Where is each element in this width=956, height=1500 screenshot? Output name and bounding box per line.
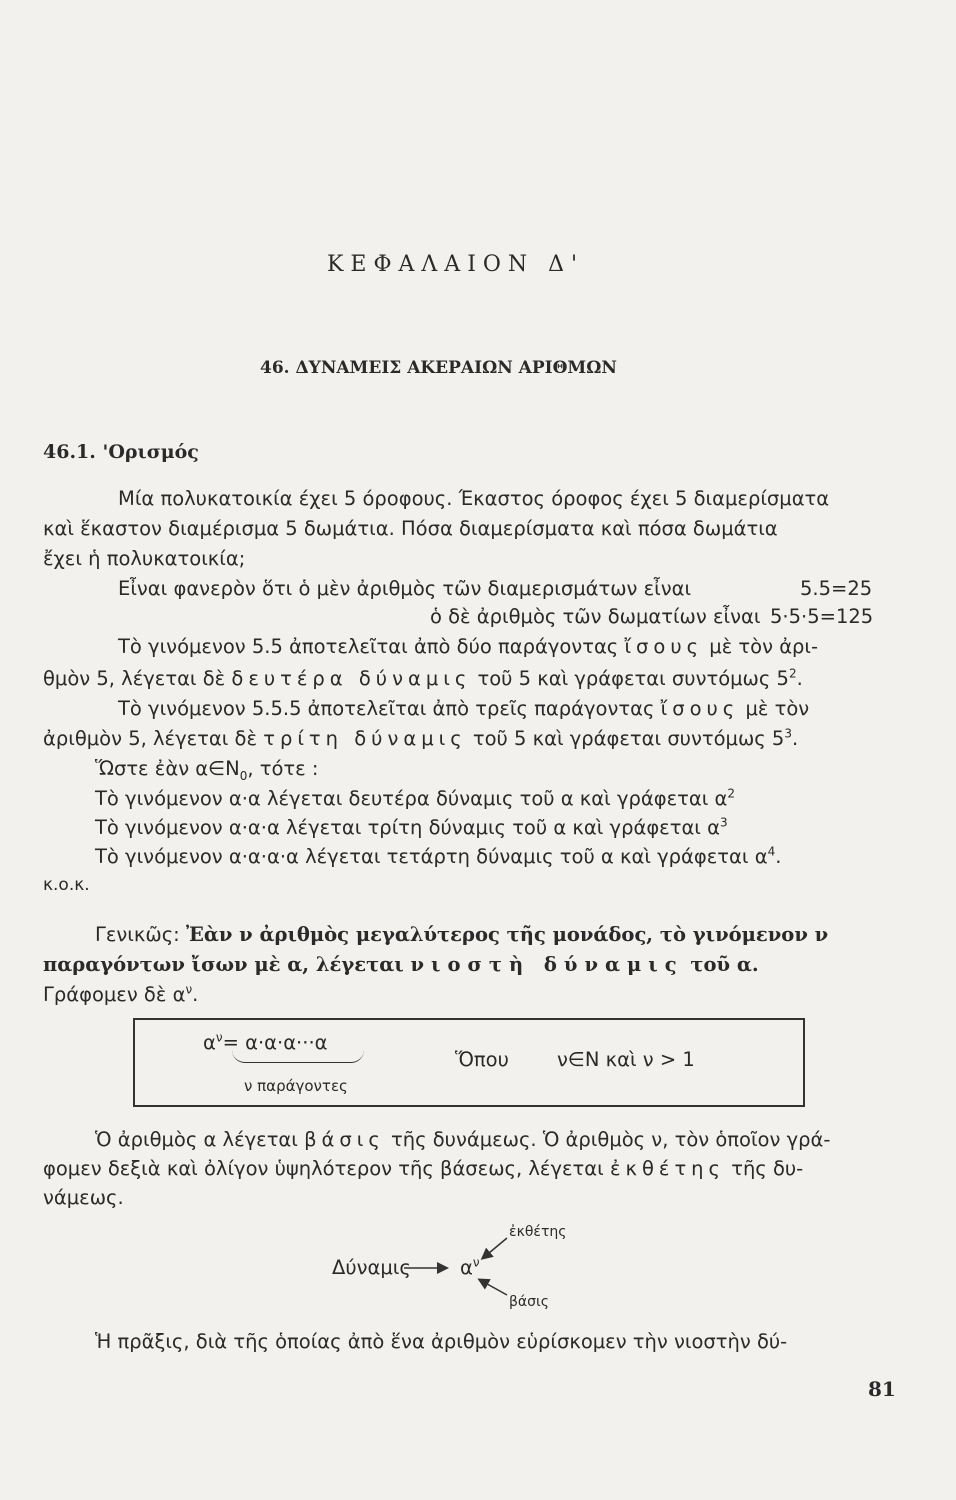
general-line-2: παραγόντων ἴσων μὲ α, λέγεται νιοστὴ δύναμις τοῦ α. [43, 953, 759, 976]
text: Τὸ γινόμενον 5.5.5 ἀποτελεῖται ἀπὸ τρεῖς παράγοντας [118, 697, 655, 720]
page-number: 81 [868, 1377, 896, 1401]
closing-line: Ἡ πρᾶξις, διὰ τῆς ὁποίας ἀπὸ ἕνα ἀριθμὸν εὑρίσκομεν τὴν νιοστὴν δύ- [95, 1330, 788, 1353]
rule-cube: Τὸ γινόμενον α·α·α λέγεται τρίτη δύναμις τοῦ α καὶ γράφεται $\alpha^3$ [95, 815, 728, 839]
subsection-title: 46.1. 'Ορισμός [43, 441, 199, 463]
text: θμὸν 5, λέγεται δὲ [43, 667, 226, 690]
fact-value-2: 5·5·5=125 [770, 605, 874, 628]
text: τοῦ 5 καὶ γράφεται συντόμως 5 [472, 727, 785, 750]
intro-line-3: ἔχει ἡ πολυκατοικία; [43, 547, 246, 570]
term-base: βάσις [304, 1128, 385, 1151]
power-symbol: $\alpha^\nu$ [460, 1255, 480, 1279]
term-second-power: δευτέρα δύναμις [231, 667, 472, 690]
base-label: βάσις [509, 1294, 549, 1310]
term-third-power: τρίτη δύναμις [263, 727, 467, 750]
intro-line-2: καὶ ἕκαστον διαμέρισμα 5 δωμάτια. Πόσα διαμερίσματα καὶ πόσα δωμάτια [43, 517, 778, 540]
section-title: 46. ΔΥΝΑΜΕΙΣ ΑΚΕΡΑΙΩΝ ΑΡΙΘΜΩΝ [260, 358, 617, 378]
text: Τὸ γινόμενον 5.5 ἀποτελεῖται ἀπὸ δύο παράγοντας [118, 635, 619, 658]
text: τοῦ 5 καὶ γράφεται συντόμως 5 [477, 667, 789, 690]
emphasis-equal: ἴσους [624, 635, 704, 658]
rule-square: Τὸ γινόμενον α·α λέγεται δευτέρα δύναμις τοῦ α καὶ γράφεται $\alpha^2$ [95, 786, 736, 810]
fact-line-1: Εἶναι φανερὸν ὅτι ὁ μὲν ἀριθμὸς τῶν διαμερισμάτων εἶναι [118, 577, 692, 600]
power-label: Δύναμις [332, 1256, 411, 1279]
definition-bold: Ἐὰν ν ἀριθμὸς μεγαλύτερος τῆς μονάδος, τὸ γινόμενον ν [185, 923, 829, 946]
explain-line-3: νάμεως. [43, 1186, 124, 1209]
exponent: 2 [788, 666, 797, 681]
formula-expression: $\alpha^\nu= \alpha\cdot\alpha\cdot\alpha\cdot\cdot\cdot\alpha$ [203, 1030, 328, 1054]
arrow-to-base-icon [480, 1280, 507, 1295]
emphasis-equal: ἴσους [660, 697, 740, 720]
factors-label: ν παράγοντες [244, 1077, 348, 1095]
intro-line-1: Μία πολυκατοικία έχει 5 όροφους. Έκαστος όροφος έχει 5 διαμερίσματα [118, 487, 830, 510]
third-power-line-2: ἀριθμὸν 5, λέγεται δὲ τρίτη δύναμις τοῦ 5 καὶ γράφεται συντόμως $5^3$. [43, 726, 799, 750]
text: ἀριθμὸν 5, λέγεται δὲ [43, 727, 258, 750]
general-line-1: Γενικῶς: Ἐὰν ν ἀριθμὸς μεγαλύτερος τῆς μονάδος, τὸ γινόμενον ν [95, 923, 829, 946]
chapter-title: ΚΕΦΑΛΑΙΟΝ Δ' [327, 252, 585, 277]
general-line-3: Γράφομεν δὲ $\alpha^\nu$. [43, 982, 199, 1006]
fact-line-2: ὁ δὲ ἀριθμὸς τῶν δωματίων εἶναι [430, 605, 761, 628]
fact-value-1: 5.5=25 [800, 577, 873, 600]
explain-line-1: Ὁ ἀριθμὸς α λέγεται βάσις τῆς δυνάμεως. Ὁ ἀριθμὸς ν, τὸν ὁποῖον γρά- [95, 1128, 831, 1151]
condition: ν∈N καὶ ν > 1 [557, 1048, 695, 1071]
explain-line-2: φομεν δεξιὰ καὶ ὀλίγον ὑψηλότερον τῆς βάσεως, λέγεται ἐκθέτης τῆς δυ- [43, 1157, 804, 1180]
exponent: 3 [784, 726, 792, 741]
second-power-line-2: θμὸν 5, λέγεται δὲ δευτέρα δύναμις τοῦ 5 καὶ γράφεται συντόμως $5^2$. [43, 666, 803, 690]
rule-fourth: Τὸ γινόμενον α·α·α·α λέγεται τετάρτη δύναμις τοῦ α καὶ γράφεται $\alpha^4$. [95, 844, 782, 868]
text: μὲ τὸν [745, 697, 810, 720]
term-nth-power: νιοστὴ δύναμις [410, 953, 684, 976]
arrow-to-exponent-icon [483, 1238, 507, 1258]
hence-line: Ὥστε ἐὰν $\alpha\in N_0$, τότε : [95, 757, 319, 783]
term-exponent: ἐκθέτης [609, 1157, 725, 1180]
text: μὲ τὸν ἀρι- [709, 635, 819, 658]
exponent-label: ἐκθέτης [509, 1224, 567, 1240]
where-label: Ὅπου [455, 1048, 509, 1071]
etc: κ.ο.κ. [43, 875, 90, 895]
